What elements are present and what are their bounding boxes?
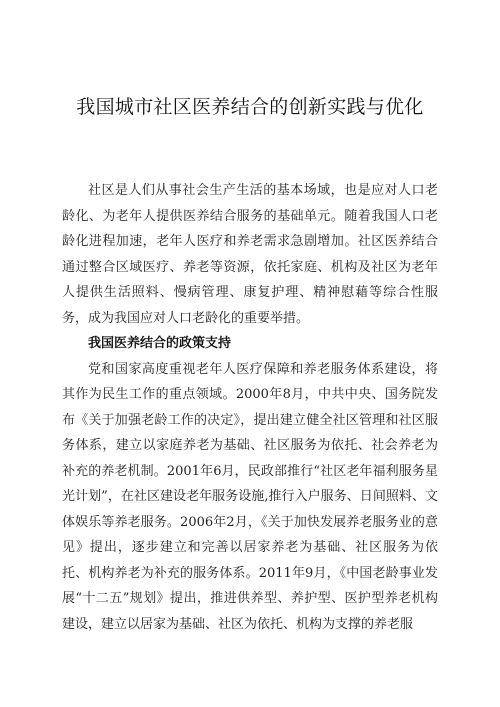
policy-paragraph: 党和国家高度重视老年人医疗保障和养老服务体系建设，将其作为民生工作的重点领域。2000年8月，中共中央、国务院发布《关于加强老龄工作的决定》，提出建立健全社区管理和社区服务体系，建立以家庭养老为基础、社区服务为依托、社会养老为补充的养老机制。2001年6月，民政部推行“社区老年福利服务星光计划”，在社区建设老年服务设施,推行入户服务、日间照料、文体娱乐等养老服务。2006年2月，《关于加快发展养老服务业的意见》提出，逐步建立和完善以居家养老为基础、社区服务为依托、机构养老为补充的服务体系。2011年9月，《中国老龄事业发展“十二五”规划》提出，推进供养型、养护型、医护型养老机构建设，建立以居家为基础、社区为依托、机构为支撑的养老服: [62, 361, 438, 632]
intro-paragraph: 社区是人们从事社会生产生活的基本场域，也是应对人口老龄化、为老年人提供医养结合服务的基础单元。随着我国人口老龄化进程加速，老年人医疗和养老需求急剧增加。社区医养结合通过整合区域医疗、养老等资源，依托家庭、机构及社区为老年人提供生活照料、慢病管理、康复护理、精神慰藉等综合性服务，成为我国应对人口老龄化的重要举措。: [62, 183, 438, 326]
document-body: [62, 178, 438, 637]
document-title: 我国城市社区医养结合的创新实践与优化: [76, 96, 424, 118]
section-heading: 我国医养结合的政策支持: [88, 336, 232, 351]
